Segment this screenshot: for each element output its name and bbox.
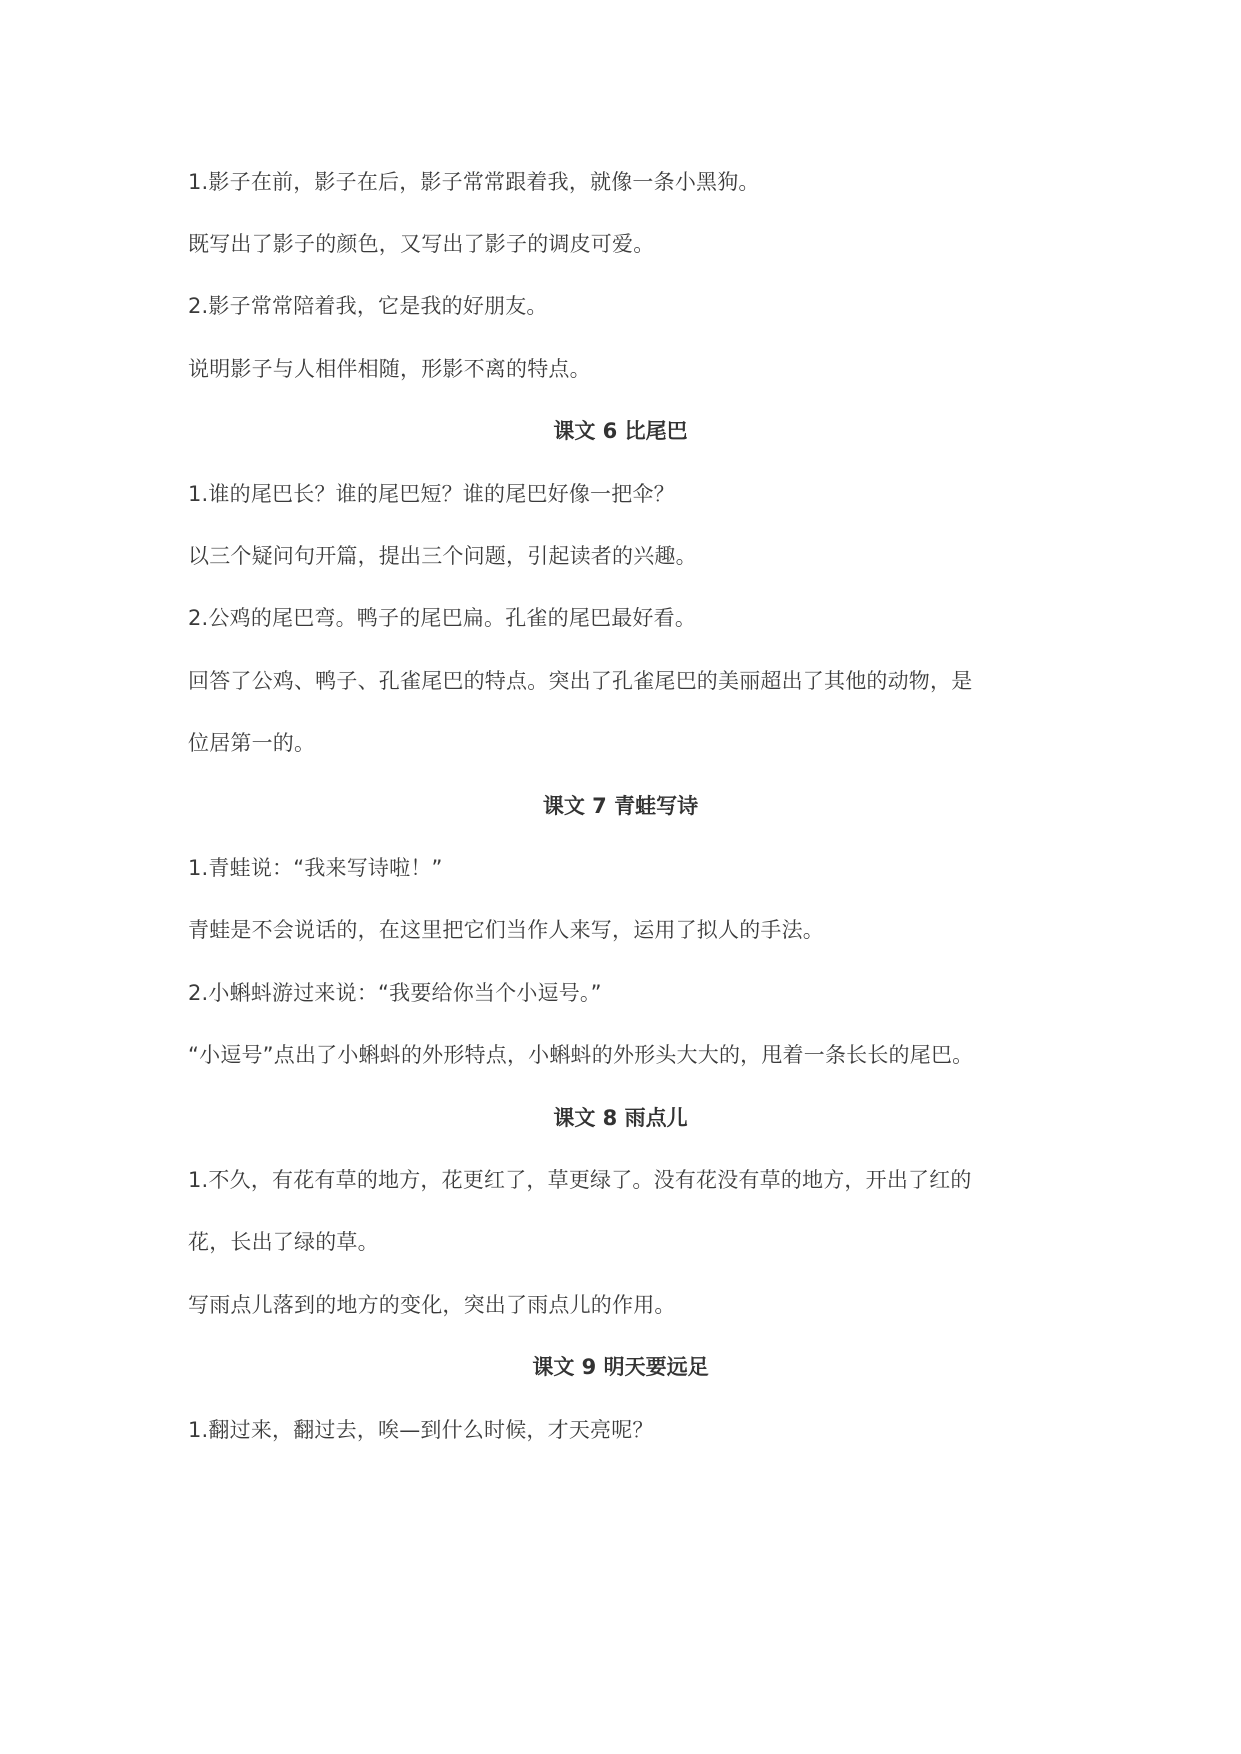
section-heading-lesson-8: 课文 8 雨点儿 — [553, 1106, 688, 1130]
paragraph-line: 写雨点儿落到的地方的变化，突出了雨点儿的作用。 — [188, 1293, 676, 1317]
paragraph-line: 1.谁的尾巴长？谁的尾巴短？谁的尾巴好像一把伞？ — [188, 482, 675, 506]
paragraph-line: 2.公鸡的尾巴弯。鸭子的尾巴扁。孔雀的尾巴最好看。 — [188, 606, 697, 630]
paragraph-line: 青蛙是不会说话的，在这里把它们当作人来写，运用了拟人的手法。 — [188, 918, 824, 942]
paragraph-line: 1.不久，有花有草的地方，花更红了，草更绿了。没有花没有草的地方，开出了红的 — [188, 1168, 972, 1192]
section-heading-lesson-9: 课文 9 明天要远足 — [532, 1355, 709, 1379]
paragraph-line: 说明影子与人相伴相随，形影不离的特点。 — [188, 357, 591, 381]
paragraph-line: 2.影子常常陪着我，它是我的好朋友。 — [188, 294, 548, 318]
paragraph-line: 1.翻过来，翻过去，唉—到什么时候，才天亮呢？ — [188, 1418, 654, 1442]
paragraph-line: 位居第一的。 — [188, 731, 316, 755]
paragraph-line: 既写出了影子的颜色，又写出了影子的调皮可爱。 — [188, 232, 655, 256]
paragraph-line: 1.影子在前，影子在后，影子常常跟着我，就像一条小黑狗。 — [188, 170, 760, 194]
paragraph-line: 1.青蛙说：“我来写诗啦！” — [188, 856, 443, 880]
section-heading-lesson-6: 课文 6 比尾巴 — [553, 419, 688, 443]
paragraph-line: 花，长出了绿的草。 — [188, 1230, 379, 1254]
section-heading-lesson-7: 课文 7 青蛙写诗 — [542, 794, 699, 818]
paragraph-line: 回答了公鸡、鸭子、孔雀尾巴的特点。突出了孔雀尾巴的美丽超出了其他的动物，是 — [188, 669, 973, 693]
paragraph-line: 2.小蝌蚪游过来说：“我要给你当个小逗号。” — [188, 981, 602, 1005]
paragraph-line: “小逗号”点出了小蝌蚪的外形特点，小蝌蚪的外形头大大的，甩着一条长长的尾巴。 — [188, 1043, 974, 1067]
paragraph-line: 以三个疑问句开篇，提出三个问题，引起读者的兴趣。 — [188, 544, 697, 568]
